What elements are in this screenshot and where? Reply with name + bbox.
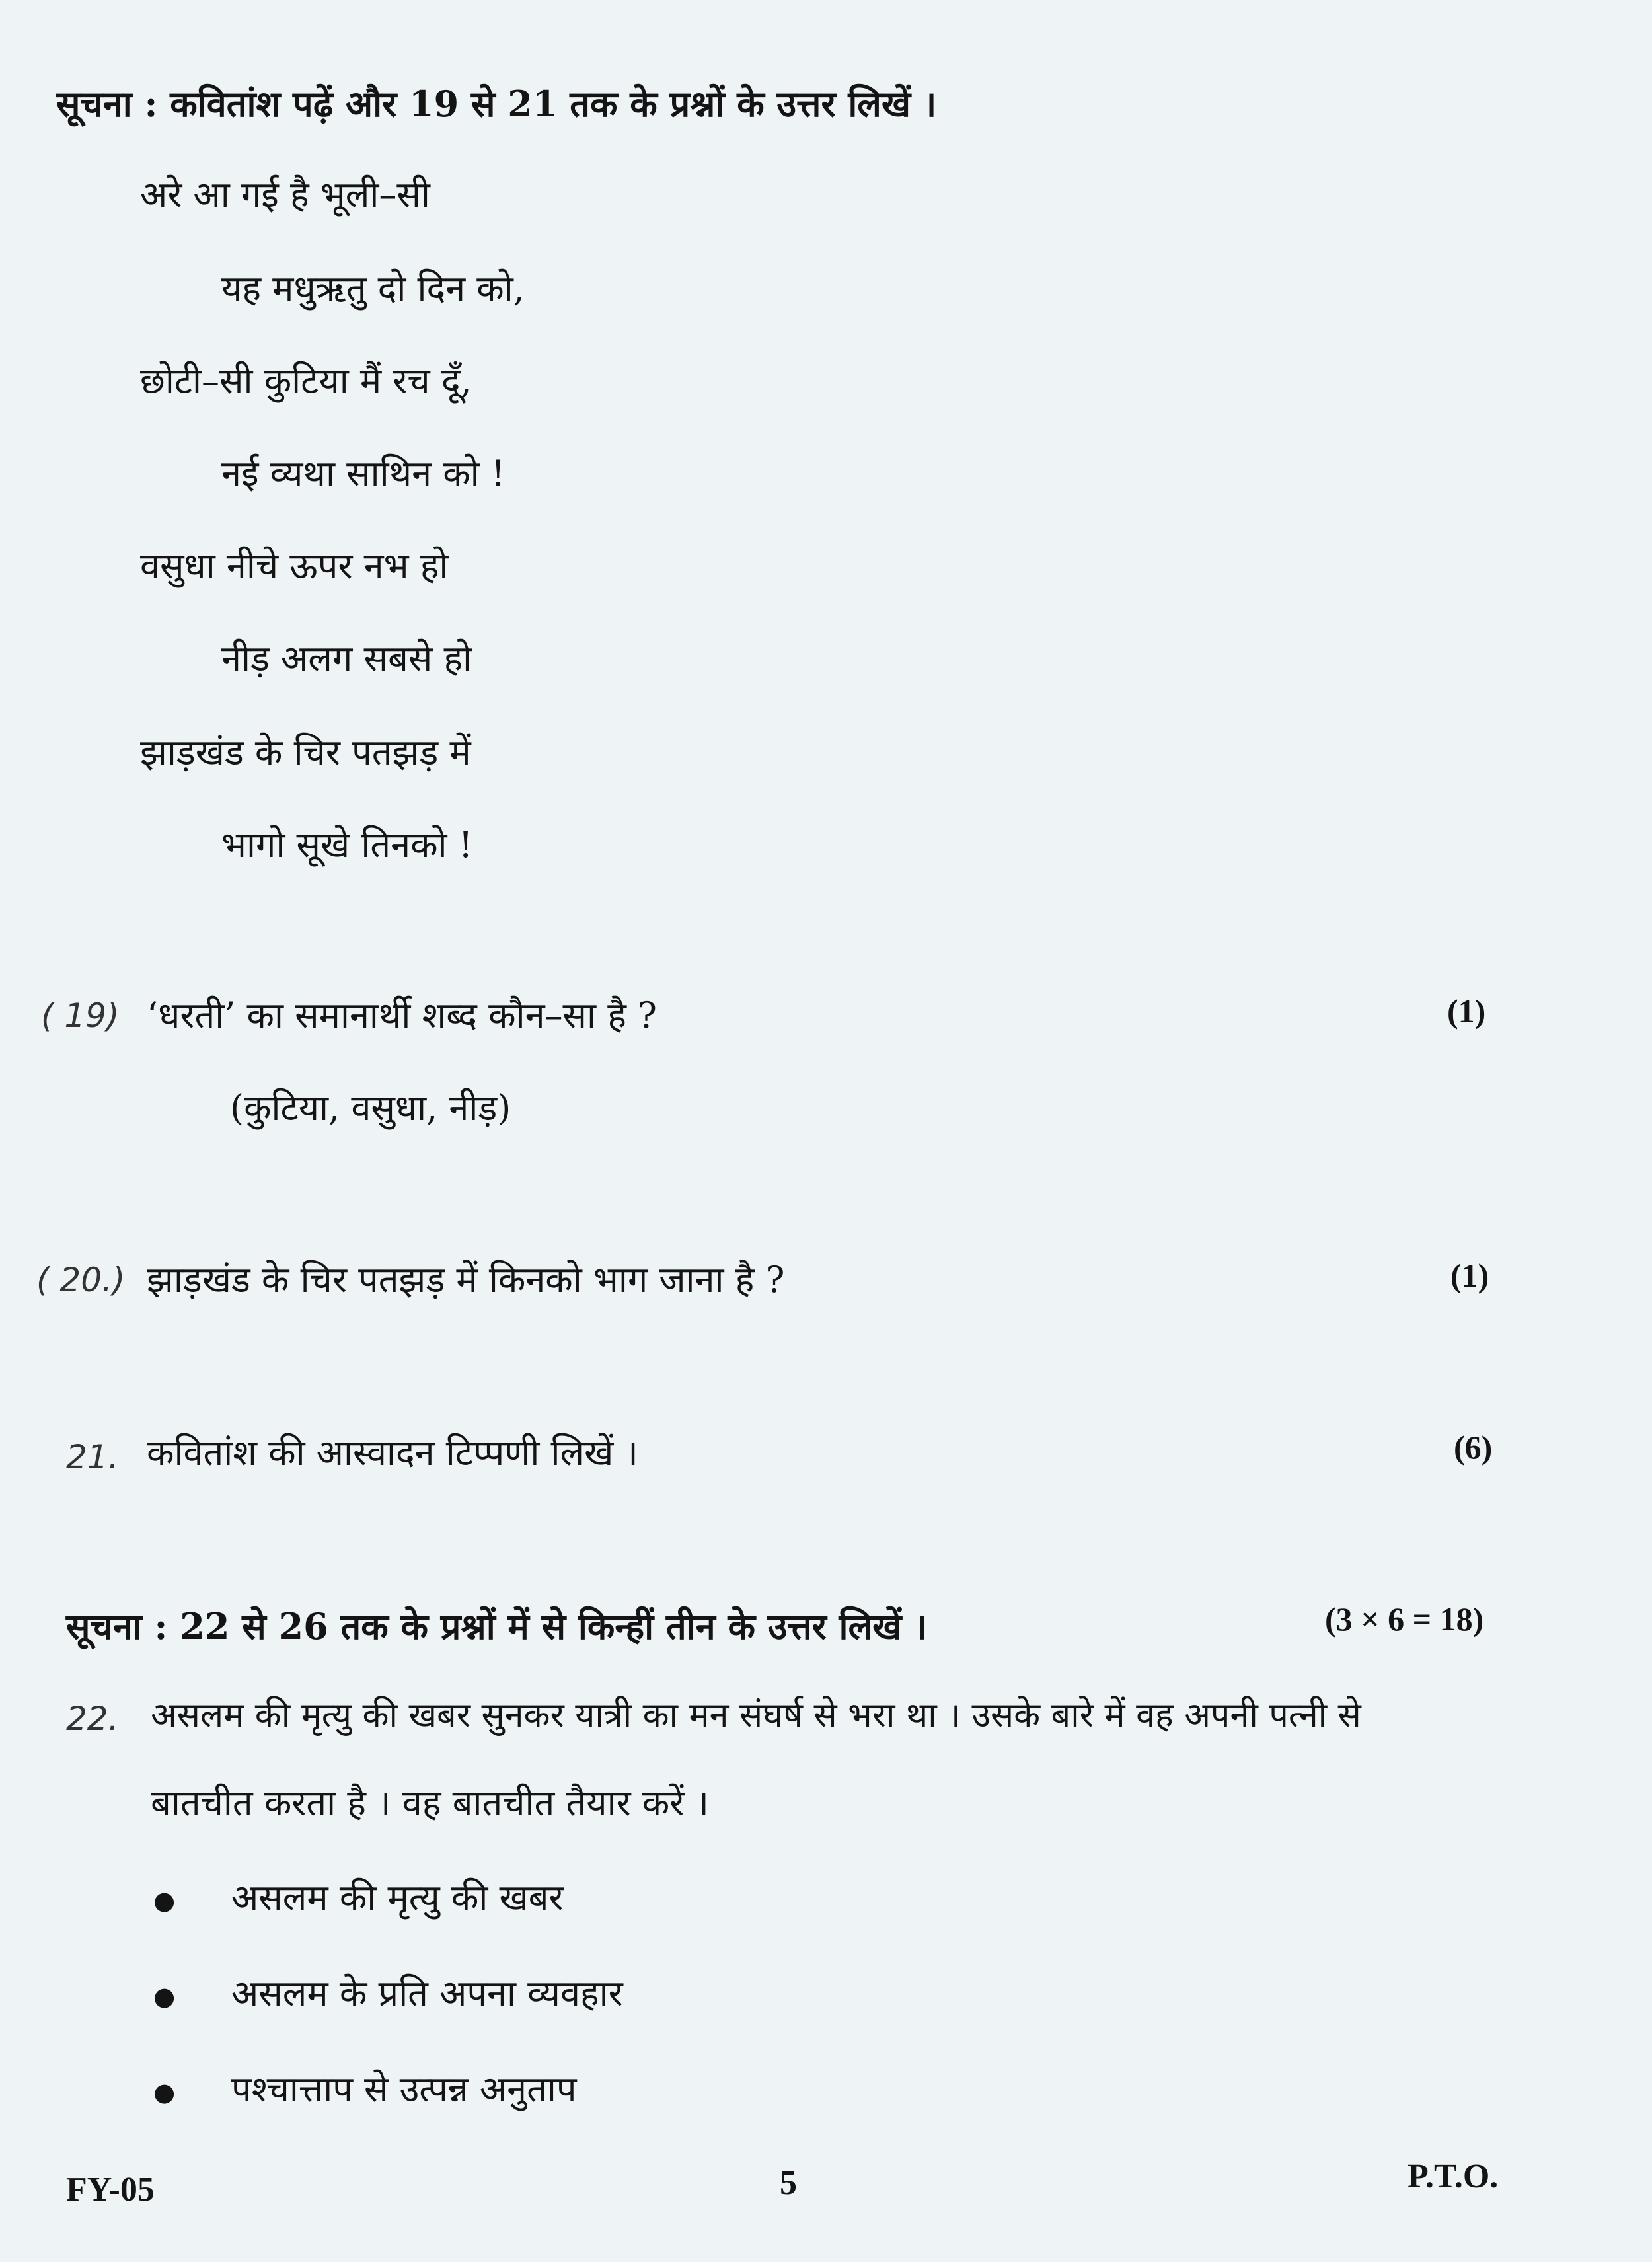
- paper-code: FY-05: [66, 2171, 155, 2208]
- question-number: 21.: [66, 1438, 119, 1476]
- instruction-section2: सूचना : 22 से 26 तक के प्रश्नों में से किन्हीं तीन के उत्तर लिखें ।: [66, 1605, 928, 1647]
- point-item: असलम की मृत्यु की खबर: [231, 1877, 564, 1918]
- bullet-icon: ●: [153, 2078, 176, 2107]
- point-item: असलम के प्रति अपना व्यवहार: [231, 1973, 623, 2014]
- question-text-line1: असलम की मृत्यु की खबर सुनकर यात्री का मन संघर्ष से भरा था । उसके बारे में वह अपनी पत्नी से: [151, 1696, 1361, 1735]
- question-text: ‘धरती’ का समानार्थी शब्द कौन–सा है ?: [147, 995, 657, 1036]
- pto-label: P.T.O.: [1408, 2158, 1499, 2195]
- poem-line: नई व्यथा साथिन को !: [221, 453, 506, 494]
- poem-line: वसुधा नीचे ऊपर नभ हो: [140, 545, 449, 587]
- question-text: झाड़खंड के चिर पतझड़ में किनको भाग जाना है ?: [147, 1259, 785, 1301]
- poem-line: यह मधुऋतु दो दिन को,: [221, 268, 525, 309]
- question-number: ( 19): [41, 997, 120, 1035]
- point-item: पश्चात्ताप से उत्पन्न अनुताप: [231, 2068, 577, 2110]
- question-marks: (6): [1454, 1429, 1493, 1466]
- poem-line: अरे आ गई है भूली–सी: [140, 174, 430, 215]
- section2-marks: (3 × 6 = 18): [1325, 1601, 1484, 1638]
- bullet-icon: ●: [153, 1982, 176, 2011]
- question-number: 22.: [66, 1700, 119, 1738]
- question-marks: (1): [1447, 993, 1486, 1030]
- question-marks: (1): [1450, 1257, 1489, 1294]
- instruction-poem: सूचना : कवितांश पढ़ें और 19 से 21 तक के प्रश्नों के उत्तर लिखें ।: [56, 83, 937, 125]
- poem-line: छोटी–सी कुटिया मैं रच दूँ,: [140, 360, 472, 402]
- question-text: कवितांश की आस्वादन टिप्पणी लिखें ।: [147, 1432, 638, 1474]
- question-text-line2: बातचीत करता है । वह बातचीत तैयार करें ।: [151, 1782, 709, 1824]
- poem-line: नीड़ अलग सबसे हो: [221, 638, 472, 679]
- question-number: ( 20.): [36, 1261, 126, 1299]
- poem-line: झाड़खंड के चिर पतझड़ में: [140, 732, 471, 773]
- page-number: 5: [780, 2164, 797, 2202]
- poem-line: भागो सूखे तिनको !: [221, 824, 473, 866]
- question-options: (कुटिया, वसुधा, नीड़): [230, 1087, 511, 1129]
- bullet-icon: ●: [153, 1886, 176, 1915]
